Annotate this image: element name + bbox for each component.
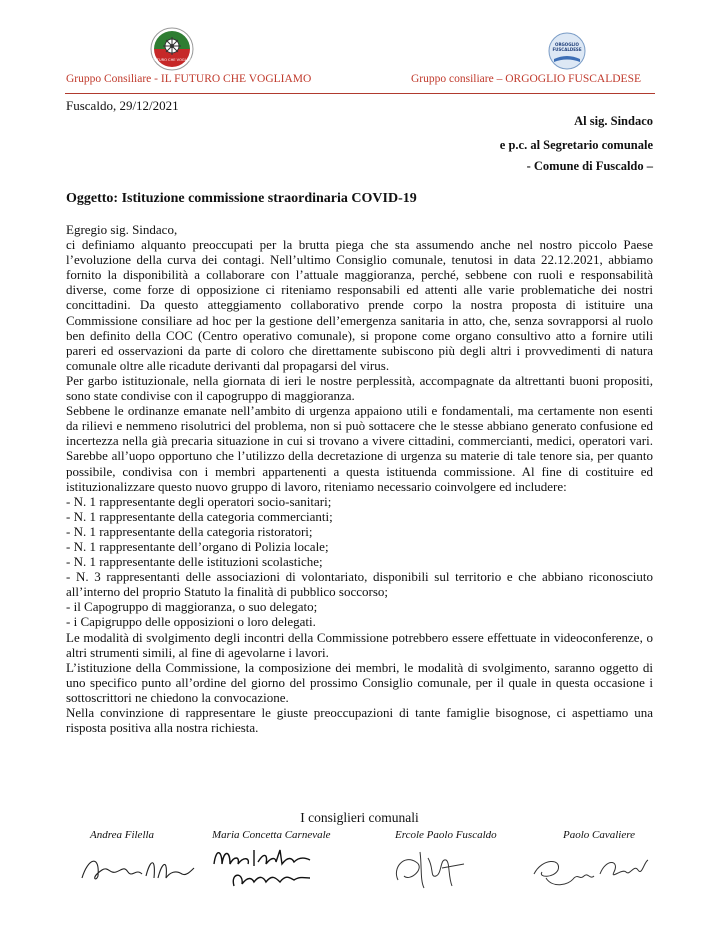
list-item: - N. 1 rappresentante della categoria commercianti;	[66, 508, 333, 524]
recipient-line-3: - Comune di Fuscaldo –	[526, 159, 653, 173]
list-item: - N. 1 rappresentante degli operatori socio-sanitari;	[66, 493, 332, 509]
logo-il-futuro	[150, 27, 194, 71]
logo-orgoglio-fuscaldese	[548, 32, 586, 70]
letter-date: Fuscaldo, 29/12/2021	[66, 98, 179, 113]
list-item: - N. 1 rappresentante dell’organo di Polizia locale;	[66, 538, 329, 554]
signature-filella	[78, 848, 198, 888]
signatures-title: I consiglieri comunali	[300, 810, 419, 825]
paragraph-1: ci definiamo alquanto preoccupati per la brutta piega che sta assumendo anche nel nostro piccolo Paese l’evoluzione della curva dei contagi. Nell’ultimo Consiglio comunale, tenutosi in data 22.12.2021, abbiamo fornito la disponibilità a collaborare con l’attuale maggioranza, perché, sebbene con ruoli e responsabilità diverse, come forze di opposizione ci riteniamo responsabili ed attenti alle varie problematiche dei nostri concittadini. Da questo atteggiamento collaborativo prende corpo la nostra proposta di istituire una Commissione consiliare ad hoc per la gestione dell’emergenza sanitaria in atto, che, senza sovrapporsi al ruolo ben definito della COC (Centro operativo comunale), si propone come organo consultivo atto a fornire utili pareri ed osservazioni da parte di coloro che direttamente subiscono più degli altri i provvedimenti di natura comunale oltre alle ricadute derivanti dal propagarsi del virus.	[66, 237, 653, 373]
header-divider	[65, 93, 655, 94]
letter-subject: Oggetto: Istituzione commissione straordinaria COVID-19	[66, 191, 417, 206]
list-item: - N. 1 rappresentante delle istituzioni scolastiche;	[66, 554, 323, 570]
signer-name: Andrea Filella	[90, 829, 155, 841]
list-item: - N. 1 rappresentante della categoria ristoratori;	[66, 523, 313, 539]
closing-paragraph-1: Le modalità di svolgimento degli incontri della Commissione potrebbero essere effettuate in videoconferenze, o altri strumenti simili, al fine di agevolarne i lavori.	[66, 629, 653, 660]
salutation: Egregio sig. Sindaco,	[66, 222, 178, 237]
signer-name: Paolo Cavaliere	[563, 829, 635, 841]
left-group-label: Gruppo Consiliare - IL FUTURO CHE VOGLIAMO	[66, 73, 312, 85]
signer-name: Maria Concetta Carnevale	[212, 829, 331, 841]
recipient-line-1: Al sig. Sindaco	[574, 114, 653, 128]
signature-fuscaldo	[390, 846, 480, 894]
list-item: - il Capogruppo di maggioranza, o suo delegato;	[66, 599, 318, 615]
closing-paragraph-2: L’istituzione della Commissione, la composizione dei membri, le modalità di svolgimento, saranno oggetto di uno specifico punto all’ordine del giorno del prossimo Consiglio comunale, per il quale in questa occasione i sottoscrittori ne chiedono la convocazione.	[66, 659, 653, 705]
list-item: - i Capigruppo delle opposizioni o loro delegati.	[66, 614, 316, 630]
signature-carnevale	[210, 842, 325, 892]
recipient-line-2: e p.c. al Segretario comunale	[499, 138, 653, 152]
paragraph-2: Per garbo istituzionale, nella giornata di ieri le nostre perplessità, accompagnate da altrettanti buoni propositi, sono state condivise con il capogruppo di maggioranza.	[66, 372, 653, 404]
list-item: - N. 3 rappresentanti delle associazioni di volontariato, disponibili sul territorio e che abbiano riconosciuto all’interno del proprio Statuto la finalità di pubblico soccorso;	[66, 569, 653, 600]
closing-paragraph-3: Nella convinzione di rappresentare le giuste preoccupazioni di tante famiglie bisognose, ci aspettiamo una risposta positiva alla nostra richiesta.	[66, 705, 653, 736]
letter-body	[66, 222, 653, 735]
svg-text:ORGOGLIO: ORGOGLIO	[555, 42, 579, 47]
svg-text:FUSCALDESE: FUSCALDESE	[552, 47, 582, 52]
paragraph-3: Sebbene le ordinanze emanate nell’ambito di urgenza appaiono utili e fondamentali, ma certamente non esenti da rilievi e nemmeno risolutrici del problema, non si può sottacere che le stesse abbiano generato confusione ed incertezza nella già precaria situazione in cui si trovano a vivere cittadini, commercianti, medici, operatori vari. Sarebbe all’uopo opportuno che l’utilizzo della decretazione di urgenza su materie di tale tenore sia, per quanto possibile, condivisa con i membri appartenenti a questa istituenda commissione. Al fine di costituire ed istituzionalizzare questo nuovo gruppo di lavoro, riteniamo necessario coinvolgere ed includere:	[66, 403, 653, 494]
right-group-label: Gruppo consiliare – ORGOGLIO FUSCALDESE	[411, 73, 641, 85]
signer-name: Ercole Paolo Fuscaldo	[395, 829, 497, 841]
logo-left-text: IL FUTURO CHE VOGLIAMO	[150, 58, 194, 62]
